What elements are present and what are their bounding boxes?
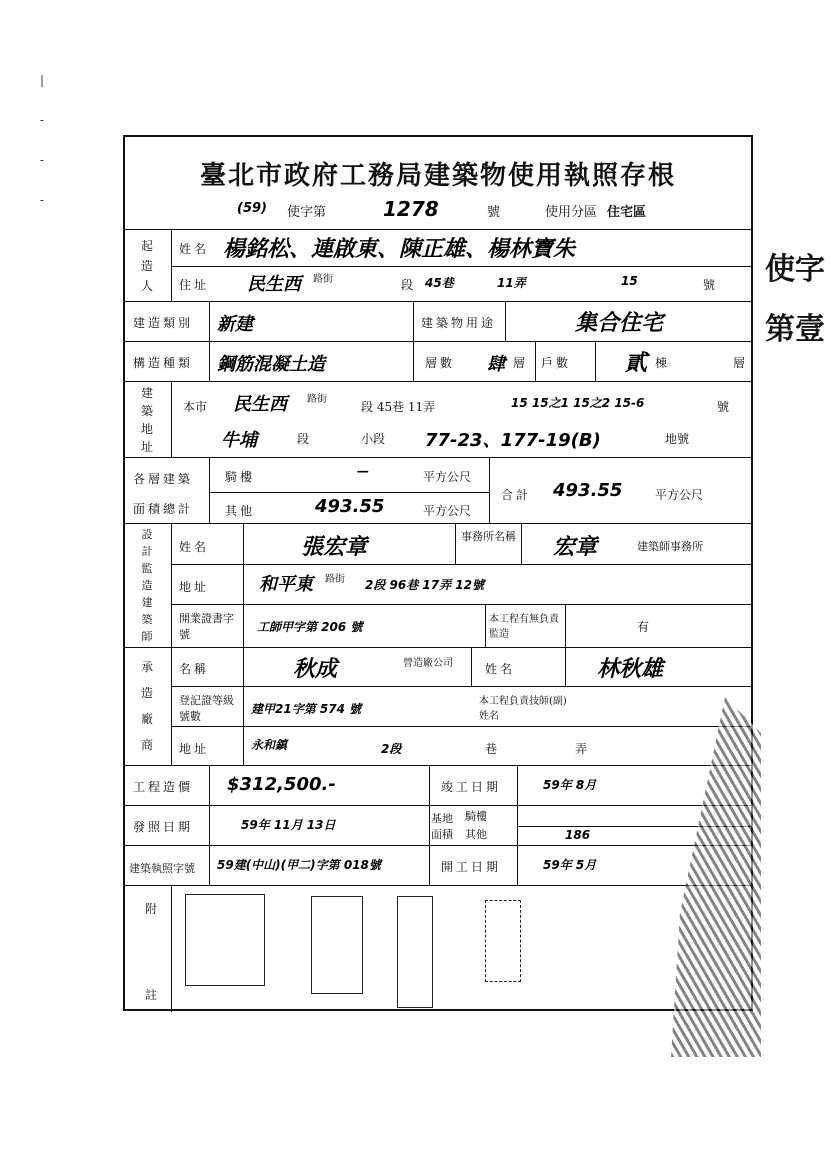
contractor-name: 秋成 <box>293 657 338 682</box>
owner-label: 姓名 <box>485 662 516 676</box>
permit-document <box>123 135 753 1011</box>
office-value: 宏章 <box>553 535 598 560</box>
architect-road: 和平東 <box>259 574 313 595</box>
architect-section-label: 設 計 監 造 建 築 師 <box>141 528 153 643</box>
contractor-section-label: 承 造 廠 商 <box>140 660 153 752</box>
total-value: 493.55 <box>553 480 623 501</box>
margin-marks: | - - - <box>40 73 45 207</box>
applicant-section-label: 起 造 人 <box>140 239 153 293</box>
complete-label: 竣工日期 <box>441 780 502 794</box>
other-unit: 平方公尺 <box>423 504 472 518</box>
contractor-address-rest: 2段 <box>381 742 402 756</box>
use-value: 集合住宅 <box>575 311 664 336</box>
applicant-road: 民生西 <box>247 274 301 295</box>
contractor-row <box>125 647 751 766</box>
type-label: 建造類別 <box>133 316 194 330</box>
permit-suffix: 號 <box>487 205 501 220</box>
applicant-alley: 11弄 <box>497 276 526 290</box>
reg-value: 建甲21字第 574 號 <box>251 702 362 716</box>
owner-value: 林秋雄 <box>597 657 664 682</box>
other-value: 493.55 <box>315 496 385 517</box>
document-title: 臺北市政府工務局建築物使用執照存根 <box>199 161 676 191</box>
arcade-unit: 平方公尺 <box>423 470 472 484</box>
site-district: 牛埔 <box>221 430 257 451</box>
structure-row <box>125 341 751 382</box>
site-road-suffix: 路街 <box>307 394 327 405</box>
stamp-4 <box>485 900 521 982</box>
structure-label: 構造種類 <box>133 356 194 370</box>
area-row <box>125 457 751 524</box>
applicant-name-label: 姓名 <box>179 242 210 256</box>
units-label: 戶數 <box>541 356 572 370</box>
use-label: 建築物用途 <box>421 316 497 330</box>
architect-row <box>125 523 751 648</box>
applicant-row <box>125 229 751 302</box>
contractor-address: 永和鎮 <box>251 738 288 752</box>
cost-row <box>125 765 751 806</box>
applicant-address-label: 住址 <box>179 278 210 292</box>
issue-label: 發照日期 <box>133 820 194 834</box>
units-unit: 棟 <box>655 356 668 370</box>
site-district-suffix: 段 <box>297 432 310 446</box>
site-numbers: 15 15之1 15之2 15-6 <box>511 396 645 410</box>
site-lots: 77-23、177-19(B) <box>425 430 601 451</box>
site-row <box>125 381 751 458</box>
floors-value: 肆 <box>487 354 505 375</box>
site-lot-suffix: 地號 <box>665 432 690 446</box>
zone-value: 住宅區 <box>607 205 647 220</box>
site-other-label: 其他 <box>465 828 487 841</box>
supervise-value: 有 <box>637 620 650 634</box>
tech-label: 本工程負責技師(副)姓名 <box>479 696 567 722</box>
site-suffix: 號 <box>717 400 730 414</box>
office-suffix: 建築師事務所 <box>637 540 703 553</box>
license-label: 開業證書字號 <box>179 612 234 641</box>
office-label: 事務所名稱 <box>461 530 516 543</box>
area-label-bottom: 面積總計 <box>133 502 194 516</box>
site-area-label: 基地面積 <box>431 812 453 841</box>
reg-label: 登記證等級號數 <box>179 694 234 723</box>
stamp-3 <box>397 896 433 1008</box>
cost-label: 工程造價 <box>133 780 194 794</box>
total-label: 合計 <box>501 488 532 502</box>
architect-address-rest: 2段 96巷 17弄 12號 <box>365 578 484 592</box>
floors-unit: 層 <box>513 356 526 370</box>
area-label-top: 各層建築 <box>133 472 194 486</box>
permit-row <box>125 845 751 886</box>
stamp-1 <box>185 894 265 986</box>
applicant-number: 15 <box>621 274 638 288</box>
total-unit: 平方公尺 <box>655 488 704 502</box>
issue-row <box>125 805 751 846</box>
permit-number-line <box>125 197 751 225</box>
notes-row <box>125 885 751 1012</box>
stamp-2 <box>311 896 363 994</box>
arcade-value: — <box>357 464 369 478</box>
units-unit2: 層 <box>733 356 746 370</box>
contractor-address-label: 地址 <box>179 742 210 756</box>
start-value: 59年 5月 <box>543 858 597 872</box>
site-road: 民生西 <box>233 394 287 415</box>
architect-address-label: 地址 <box>179 580 210 594</box>
notes-label-top: 附 <box>145 902 161 916</box>
permit-value: 59建(中山)(甲二)字第 018號 <box>217 858 381 872</box>
other-label: 其他 <box>225 504 256 518</box>
supervise-label: 本工程有無負責監造 <box>489 614 559 640</box>
applicant-names: 楊銘松、連啟東、陳正雄、楊林寶朱 <box>223 237 576 262</box>
type-value: 新建 <box>217 314 253 335</box>
floors-label: 層數 <box>425 356 456 370</box>
architect-name-label: 姓名 <box>179 540 210 554</box>
notes-label-bottom: 註 <box>145 988 161 1002</box>
site-other-value: 186 <box>565 828 591 842</box>
applicant-number-suffix: 號 <box>703 278 716 292</box>
contractor-alley: 弄 <box>575 742 588 756</box>
license-value: 工師甲字第 206 號 <box>257 620 363 634</box>
permit-year: (59) <box>237 201 267 216</box>
site-subsection: 小段 <box>361 432 386 446</box>
applicant-road-suffix: 路街 <box>313 274 333 285</box>
site-city: 本市 <box>183 400 208 414</box>
arcade-label: 騎樓 <box>225 470 256 484</box>
site-lane-alley: 段 45巷 11弄 <box>361 400 436 414</box>
applicant-section: 段 <box>401 278 414 292</box>
structure-value: 鋼筋混凝土造 <box>217 354 325 375</box>
contractor-lane: 巷 <box>485 742 498 756</box>
cost-value: $312,500.- <box>227 774 336 795</box>
issue-value: 59年 11月 13日 <box>241 818 336 832</box>
site-arcade-label: 騎樓 <box>465 810 487 823</box>
contractor-name-suffix: 營造廠公司 <box>403 658 453 669</box>
architect-name: 張宏章 <box>301 535 368 560</box>
applicant-lane: 45巷 <box>425 276 454 290</box>
start-label: 開工日期 <box>441 860 502 874</box>
site-section-label: 建 築 地 址 <box>140 386 153 454</box>
permit-prefix: 使字第 <box>287 205 327 220</box>
permit-number: 1278 <box>383 197 439 221</box>
contractor-name-label: 名稱 <box>179 662 210 676</box>
units-value: 貳 <box>625 351 648 376</box>
zone-label: 使用分區 <box>545 205 598 220</box>
building-type-row <box>125 301 751 342</box>
architect-road-suffix: 路街 <box>325 574 345 585</box>
complete-value: 59年 8月 <box>543 778 597 792</box>
permit-label: 建築執照字號 <box>129 862 195 875</box>
margin-text: 使字第壹 <box>765 252 825 347</box>
